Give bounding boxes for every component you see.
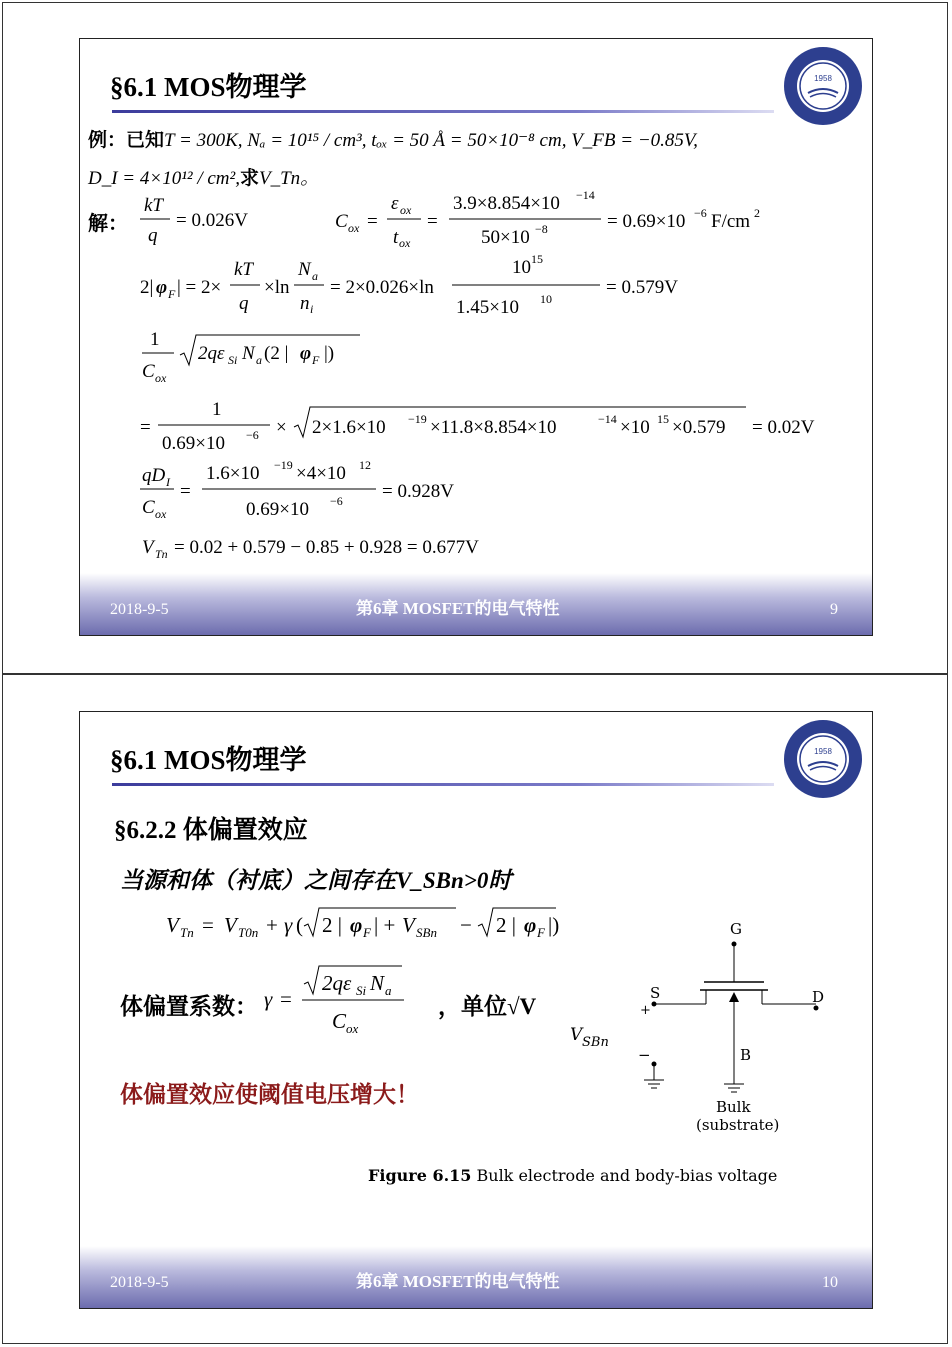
svg-text:= 0.02V: = 0.02V [752,417,815,438]
vsb-label: V [570,1025,583,1045]
slide-footer [80,573,872,635]
plus-sign: + [640,1003,651,1018]
svg-text:(: ( [296,913,303,937]
svg-text:−: − [460,913,472,937]
gate-label: G [730,920,742,938]
vtn-equation-text [80,712,81,713]
svg-text:φ: φ [156,277,168,298]
svg-text:F: F [312,353,320,367]
eq-body-bias-threshold [166,902,606,946]
slide-footer [80,1246,872,1308]
svg-text:2|: 2| [140,277,154,298]
svg-text:=: = [202,913,214,937]
svg-text:N: N [298,259,311,280]
svg-text:×10: ×10 [620,417,650,438]
svg-text:φ: φ [300,343,312,364]
svg-text:T0n: T0n [238,925,259,940]
example-line-2 [88,163,319,190]
svg-text:= 0.026V: = 0.026V [176,210,248,231]
svg-text:= 0.02 + 0.579 − 0.85 + 0.928: = 0.02 + 0.579 − 0.85 + 0.928 = 0.677V [174,537,479,558]
svg-text:kT: kT [144,195,163,216]
svg-text:1: 1 [150,329,160,350]
svg-text:2 |: 2 | [496,913,516,937]
svg-text:a: a [385,983,392,998]
svg-text:×0.579: ×0.579 [672,417,726,438]
svg-text:×: × [276,417,287,438]
coef-unit: ，单位√V [438,994,537,1019]
svg-text:ox: ox [348,221,360,235]
svg-text:γ: γ [264,987,273,1011]
svg-text:V: V [166,913,179,937]
svg-text:q: q [239,293,249,314]
svg-text:=: = [180,481,191,502]
svg-text:−8: −8 [535,222,548,236]
svg-text:| +: | + [374,913,396,937]
svg-text:C: C [332,1009,347,1033]
svg-text:a: a [312,269,318,283]
title-rule [112,110,774,113]
svg-text:φ: φ [524,913,537,937]
example-label: 例： [88,130,127,151]
slide-9 [79,38,873,636]
svg-text:q: q [148,225,158,246]
eq-depletion-value [140,391,860,461]
svg-text:= 0.69×10: = 0.69×10 [607,211,686,232]
find-label: 求 [239,168,259,189]
substrate-caption: (substrate) [696,1116,780,1134]
svg-text:|): |) [548,913,560,937]
svg-text:kT: kT [234,259,253,280]
slide-title: §6.1 MOS物理学 [110,72,307,102]
svg-text:n: n [300,293,310,314]
svg-text:ox: ox [399,236,411,249]
svg-text:10: 10 [512,257,531,278]
svg-text:1: 1 [212,399,222,420]
footer-page-number: 10 [822,1274,838,1291]
footer-chapter: 第6章 MOSFET的电气特性 [356,599,560,618]
svg-text:ox: ox [400,203,412,217]
svg-text:2qε: 2qε [198,343,225,364]
svg-text:qD: qD [142,465,166,486]
svg-text:=: = [427,211,438,232]
example-line-1 [88,125,698,152]
svg-text:Tn: Tn [180,925,194,940]
figure-caption: Bulk electrode and body-bias voltage [476,1166,778,1185]
university-seal-icon [782,45,864,127]
svg-text:+: + [266,913,278,937]
svg-text:=: = [140,417,151,438]
eq-body-coefficient [264,958,444,1038]
svg-text:F: F [537,925,545,940]
condition-text: 当源和体（衬底）之间存在V_SBn>0时 [120,868,512,893]
svg-text:15: 15 [531,252,543,266]
mosfet-body-bias-diagram [570,912,870,1142]
slide-title: §6.1 MOS物理学 [110,745,307,775]
svg-text:1.45×10: 1.45×10 [456,297,519,318]
svg-text:ox: ox [346,1021,359,1036]
svg-text:2: 2 [754,206,760,220]
svg-text:F: F [363,925,371,940]
svg-text:a: a [256,353,262,367]
body-bias-note: 体偏置效应使阈值电压增大！ [120,1082,419,1107]
svg-text:Si: Si [228,353,238,367]
find-target: V_Tn。 [258,168,320,189]
eq-depletion-term [140,321,440,391]
university-seal-icon [782,718,864,800]
svg-text:12: 12 [359,458,371,472]
svg-text:N: N [242,343,255,364]
svg-text:−6: −6 [694,206,707,220]
svg-text:−6: −6 [246,428,259,442]
svg-text:= 0.579V: = 0.579V [606,277,678,298]
eq-fermi-potential [140,251,780,325]
eq-interface-charge [140,455,560,525]
section-heading: §6.2.2 体偏置效应 [114,817,308,844]
eq-thermal-voltage [136,189,286,249]
svg-text:I: I [166,475,170,489]
title-rule [112,783,774,786]
svg-text:×4×10: ×4×10 [296,463,346,484]
svg-text:(2 |: (2 | [264,343,289,364]
seal-year: 1958 [814,747,832,756]
svg-text:1.6×10: 1.6×10 [206,463,260,484]
seal-year: 1958 [814,74,832,83]
slide-10 [79,711,873,1309]
svg-text:2×1.6×10: 2×1.6×10 [312,417,386,438]
eq-oxide-capacitance [335,185,835,249]
svg-text:F: F [168,287,176,301]
footer-date: 2018-9-5 [110,1274,169,1291]
svg-text:2qε: 2qε [322,971,352,995]
svg-text:−14: −14 [576,188,595,202]
svg-text:50×10: 50×10 [481,227,530,248]
minus-sign: − [638,1046,651,1064]
vsb-subscript: SBn [582,1035,609,1050]
svg-text:×11.8×8.854×10: ×11.8×8.854×10 [430,417,557,438]
svg-text:0.69×10: 0.69×10 [162,433,225,454]
given-label: 已知 [126,130,165,151]
svg-text:10: 10 [540,292,552,306]
footer-page-number: 9 [830,601,838,618]
svg-text:t: t [393,227,399,248]
svg-text:=: = [367,211,378,232]
svg-text:0.69×10: 0.69×10 [246,499,309,520]
svg-text:Si: Si [356,983,367,998]
footer-date: 2018-9-5 [110,601,169,618]
drain-label: D [812,988,825,1006]
svg-text:−19: −19 [274,458,293,472]
svg-text:−14: −14 [598,412,617,426]
coef-label: 体偏置系数： [120,994,258,1019]
svg-text:N: N [370,971,385,995]
given-line-2: D_I = 4×10¹² / cm², [88,168,240,189]
figure-caption-line [368,1166,777,1185]
bulk-caption: Bulk [716,1098,751,1116]
svg-text:i: i [310,302,314,316]
svg-text:ox: ox [155,507,167,521]
svg-text:= 2×0.026×ln: = 2×0.026×ln [330,277,434,298]
svg-text:=: = [280,987,292,1011]
svg-text:V: V [224,913,237,937]
footer-chapter: 第6章 MOSFET的电气特性 [356,1272,560,1291]
svg-text:SBn: SBn [416,925,437,940]
svg-text:γ: γ [284,913,293,937]
bulk-label: B [740,1046,752,1064]
svg-text:C: C [142,361,155,382]
figure-label: Figure 6.15 [368,1166,472,1185]
eq-threshold-result [140,527,600,567]
svg-text:= 0.928V: = 0.928V [382,481,454,502]
svg-text:ε: ε [391,193,399,214]
svg-text:Tn: Tn [155,547,168,561]
svg-text:C: C [335,211,348,232]
svg-text:−6: −6 [330,494,343,508]
svg-text:×ln: ×ln [264,277,290,298]
svg-text:−19: −19 [408,412,427,426]
svg-text:V: V [142,537,154,558]
svg-text:F/cm: F/cm [711,211,751,232]
solution-label: 解： [88,213,128,235]
svg-text:C: C [142,497,155,518]
svg-text:|): |) [324,343,335,364]
svg-text:V: V [402,913,415,937]
svg-text:3.9×8.854×10: 3.9×8.854×10 [453,193,560,214]
source-label: S [650,984,661,1002]
given-line-1: T = 300K, Nₐ = 10¹⁵ / cm³, tₒₓ = 50 Å = 50×10⁻⁸ cm, V_FB = −0.85V, [164,130,698,151]
svg-text:15: 15 [657,412,669,426]
svg-text:φ: φ [350,913,363,937]
svg-text:| = 2×: | = 2× [177,277,222,298]
eq1-text [80,39,81,40]
svg-text:ox: ox [155,371,167,385]
svg-text:2 |: 2 | [322,913,342,937]
